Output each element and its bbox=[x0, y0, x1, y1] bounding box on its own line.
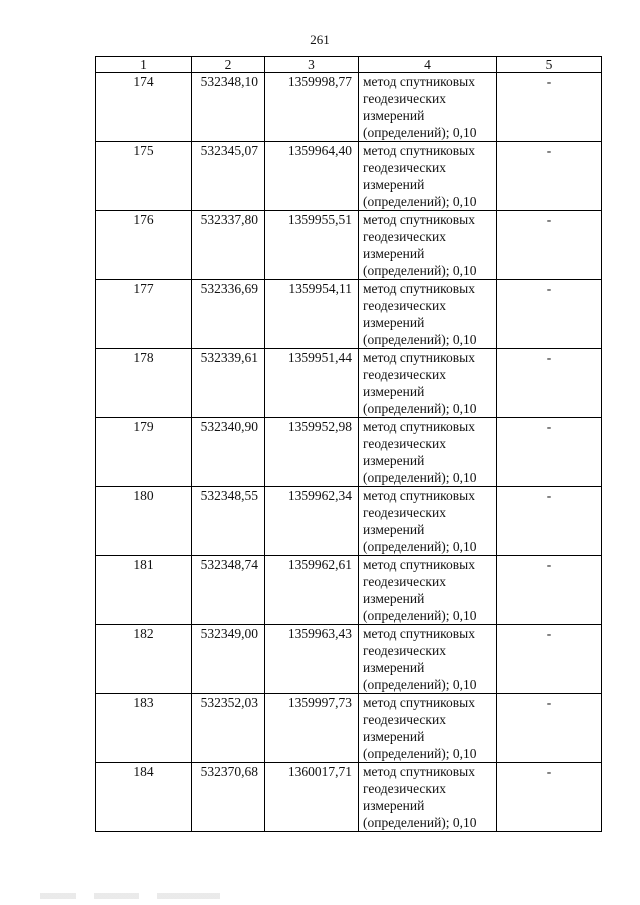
method-line: метод спутниковых bbox=[363, 695, 475, 710]
column-header-5: 5 bbox=[497, 57, 602, 73]
method-line: метод спутниковых bbox=[363, 764, 475, 779]
note-cell: - bbox=[497, 763, 602, 832]
y-coordinate-cell: 1359952,98 bbox=[265, 418, 359, 487]
table-row bbox=[96, 763, 602, 832]
method-line: измерений bbox=[363, 315, 425, 330]
method-line: геодезических bbox=[363, 367, 446, 382]
point-number-cell: 182 bbox=[96, 625, 192, 694]
method-line: геодезических bbox=[363, 229, 446, 244]
method-cell bbox=[359, 487, 497, 556]
method-line: (определений); 0,10 bbox=[363, 194, 477, 209]
method-line: (определений); 0,10 bbox=[363, 332, 477, 347]
method-line: измерений bbox=[363, 660, 425, 675]
note-cell: - bbox=[497, 142, 602, 211]
x-coordinate-cell: 532352,03 bbox=[192, 694, 265, 763]
method-line: геодезических bbox=[363, 298, 446, 313]
point-number-cell: 181 bbox=[96, 556, 192, 625]
table-row bbox=[96, 142, 602, 211]
method-line: измерений bbox=[363, 522, 425, 537]
x-coordinate-cell: 532348,55 bbox=[192, 487, 265, 556]
x-coordinate-cell: 532336,69 bbox=[192, 280, 265, 349]
note-cell: - bbox=[497, 280, 602, 349]
method-cell bbox=[359, 763, 497, 832]
note-cell: - bbox=[497, 418, 602, 487]
method-line: геодезических bbox=[363, 505, 446, 520]
table-row bbox=[96, 625, 602, 694]
y-coordinate-cell: 1359964,40 bbox=[265, 142, 359, 211]
method-line: геодезических bbox=[363, 160, 446, 175]
method-line: измерений bbox=[363, 798, 425, 813]
note-cell: - bbox=[497, 556, 602, 625]
method-line: (определений); 0,10 bbox=[363, 539, 477, 554]
method-line: измерений bbox=[363, 108, 425, 123]
method-cell bbox=[359, 142, 497, 211]
note-cell: - bbox=[497, 487, 602, 556]
method-line: геодезических bbox=[363, 643, 446, 658]
x-coordinate-cell: 532339,61 bbox=[192, 349, 265, 418]
method-line: метод спутниковых bbox=[363, 74, 475, 89]
table-body bbox=[96, 73, 602, 832]
point-number-cell: 183 bbox=[96, 694, 192, 763]
table-row bbox=[96, 349, 602, 418]
method-line: измерений bbox=[363, 384, 425, 399]
column-header-2: 2 bbox=[192, 57, 265, 73]
point-number-cell: 179 bbox=[96, 418, 192, 487]
x-coordinate-cell: 532349,00 bbox=[192, 625, 265, 694]
point-number-cell: 177 bbox=[96, 280, 192, 349]
method-line: (определений); 0,10 bbox=[363, 470, 477, 485]
note-cell: - bbox=[497, 694, 602, 763]
y-coordinate-cell: 1359955,51 bbox=[265, 211, 359, 280]
method-cell bbox=[359, 280, 497, 349]
point-number-cell: 176 bbox=[96, 211, 192, 280]
table-row bbox=[96, 694, 602, 763]
column-header-4: 4 bbox=[359, 57, 497, 73]
table-row bbox=[96, 556, 602, 625]
method-cell bbox=[359, 73, 497, 142]
method-line: метод спутниковых bbox=[363, 281, 475, 296]
table-row bbox=[96, 487, 602, 556]
x-coordinate-cell: 532348,74 bbox=[192, 556, 265, 625]
table-header-row bbox=[96, 57, 602, 73]
y-coordinate-cell: 1360017,71 bbox=[265, 763, 359, 832]
x-coordinate-cell: 532337,80 bbox=[192, 211, 265, 280]
method-line: метод спутниковых bbox=[363, 212, 475, 227]
note-cell: - bbox=[497, 349, 602, 418]
method-line: метод спутниковых bbox=[363, 626, 475, 641]
column-header-1: 1 bbox=[96, 57, 192, 73]
page-number: 261 bbox=[310, 32, 330, 47]
method-line: (определений); 0,10 bbox=[363, 677, 477, 692]
method-line: геодезических bbox=[363, 436, 446, 451]
method-line: метод спутниковых bbox=[363, 143, 475, 158]
table-row bbox=[96, 418, 602, 487]
method-line: (определений); 0,10 bbox=[363, 746, 477, 761]
y-coordinate-cell: 1359963,43 bbox=[265, 625, 359, 694]
method-cell bbox=[359, 556, 497, 625]
y-coordinate-cell: 1359954,11 bbox=[265, 280, 359, 349]
method-cell bbox=[359, 625, 497, 694]
method-cell bbox=[359, 211, 497, 280]
point-number-cell: 174 bbox=[96, 73, 192, 142]
method-line: (определений); 0,10 bbox=[363, 815, 477, 830]
note-cell: - bbox=[497, 625, 602, 694]
table-row bbox=[96, 280, 602, 349]
method-line: метод спутниковых bbox=[363, 557, 475, 572]
y-coordinate-cell: 1359998,77 bbox=[265, 73, 359, 142]
x-coordinate-cell: 532340,90 bbox=[192, 418, 265, 487]
x-coordinate-cell: 532348,10 bbox=[192, 73, 265, 142]
method-line: геодезических bbox=[363, 91, 446, 106]
point-number-cell: 180 bbox=[96, 487, 192, 556]
y-coordinate-cell: 1359997,73 bbox=[265, 694, 359, 763]
method-line: измерений bbox=[363, 246, 425, 261]
method-line: метод спутниковых bbox=[363, 350, 475, 365]
point-number-cell: 184 bbox=[96, 763, 192, 832]
method-line: (определений); 0,10 bbox=[363, 401, 477, 416]
footer-smudge bbox=[40, 893, 220, 899]
x-coordinate-cell: 532345,07 bbox=[192, 142, 265, 211]
x-coordinate-cell: 532370,68 bbox=[192, 763, 265, 832]
note-cell: - bbox=[497, 73, 602, 142]
coordinates-table bbox=[95, 56, 602, 832]
method-line: геодезических bbox=[363, 781, 446, 796]
method-line: метод спутниковых bbox=[363, 488, 475, 503]
y-coordinate-cell: 1359962,61 bbox=[265, 556, 359, 625]
point-number-cell: 175 bbox=[96, 142, 192, 211]
point-number-cell: 178 bbox=[96, 349, 192, 418]
method-cell bbox=[359, 418, 497, 487]
table-row bbox=[96, 73, 602, 142]
method-line: геодезических bbox=[363, 574, 446, 589]
method-cell bbox=[359, 349, 497, 418]
method-line: измерений bbox=[363, 591, 425, 606]
method-line: (определений); 0,10 bbox=[363, 608, 477, 623]
method-line: (определений); 0,10 bbox=[363, 263, 477, 278]
method-line: измерений bbox=[363, 729, 425, 744]
y-coordinate-cell: 1359962,34 bbox=[265, 487, 359, 556]
column-header-3: 3 bbox=[265, 57, 359, 73]
method-line: геодезических bbox=[363, 712, 446, 727]
method-line: (определений); 0,10 bbox=[363, 125, 477, 140]
table-row bbox=[96, 211, 602, 280]
y-coordinate-cell: 1359951,44 bbox=[265, 349, 359, 418]
note-cell: - bbox=[497, 211, 602, 280]
method-line: метод спутниковых bbox=[363, 419, 475, 434]
method-cell bbox=[359, 694, 497, 763]
method-line: измерений bbox=[363, 177, 425, 192]
method-line: измерений bbox=[363, 453, 425, 468]
